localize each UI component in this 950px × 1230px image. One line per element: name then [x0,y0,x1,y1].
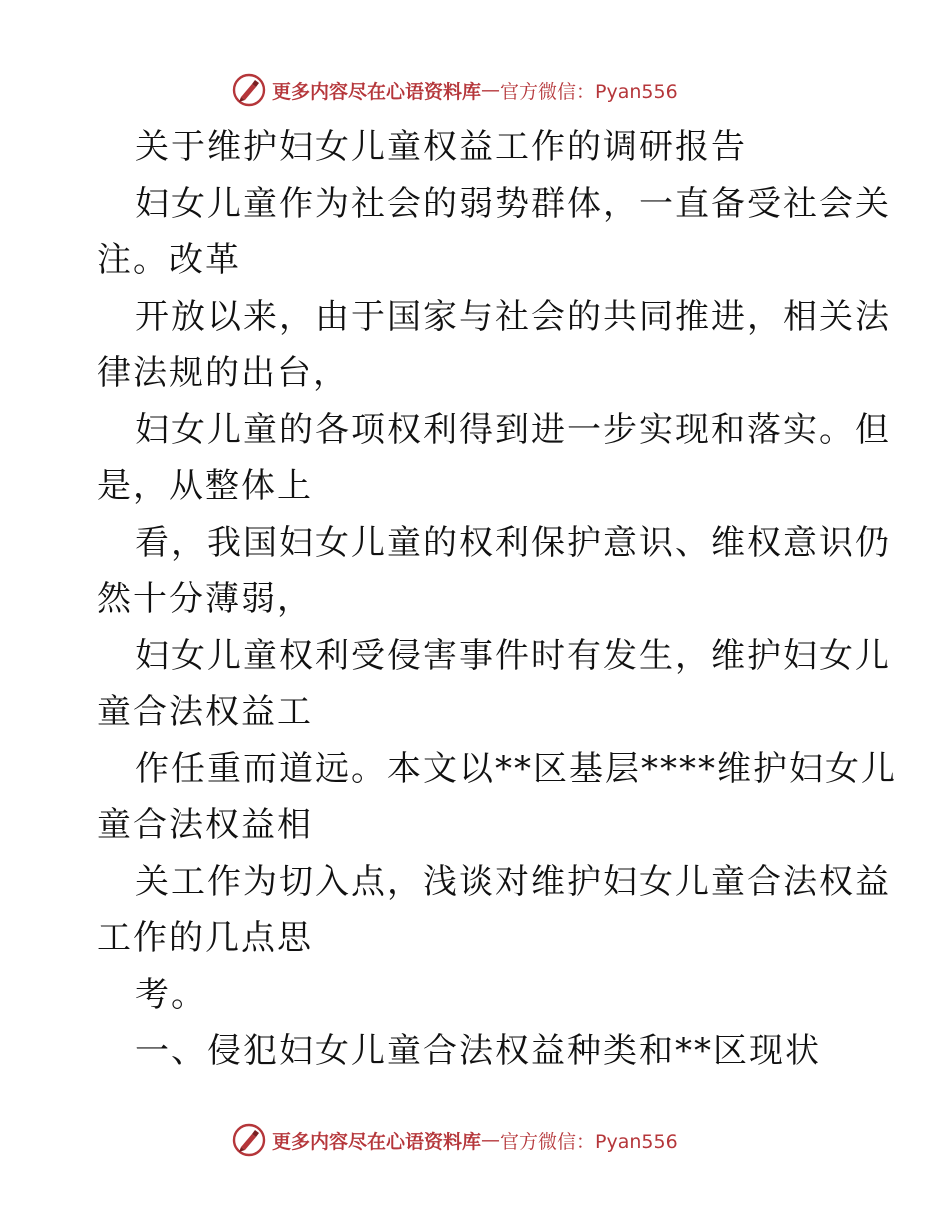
pen-logo-icon [232,1123,266,1157]
watermark-dash: — [481,1129,501,1151]
pen-logo-icon [232,73,266,107]
paragraph-line: 妇女儿童权利受侵害事件时有发生，维护妇女儿 [135,635,891,676]
watermark-text: 更多内容尽在心语资料库 [272,80,482,103]
paragraph-line: 关工作为切入点，浅谈对维护妇女儿童合法权益 [135,861,891,902]
paragraph-line: 看，我国妇女儿童的权利保护意识、维权意识仍 [135,522,891,563]
paragraph-line: 开放以来，由于国家与社会的共同推进，相关法 [135,296,891,337]
watermark-dash: — [481,79,501,101]
paragraph-line: 妇女儿童的各项权利得到进一步实现和落实。但 [135,409,891,450]
paragraph-line: 妇女儿童作为社会的弱势群体，一直备受社会关 [135,183,891,224]
footer-watermark [232,1122,678,1158]
watermark-text: 更多内容尽在心语资料库 [272,1130,482,1153]
paragraph-line: 童合法权益工 [97,692,313,732]
document-title: 关于维护妇女儿童权益工作的调研报告 [135,127,747,167]
section-heading: 一、侵犯妇女儿童合法权益种类和**区现状 [135,1031,821,1071]
paragraph-line: 注。改革 [97,240,241,280]
paragraph-line: 然十分薄弱， [97,579,313,619]
paragraph-line: 是，从整体上 [97,466,313,506]
paragraph-line: 童合法权益相 [97,805,313,845]
header-watermark [232,72,678,108]
paragraph-line: 工作的几点思 [97,918,313,958]
watermark-wechat: 官方微信：Pyan556 [500,80,678,103]
paragraph-line: 考。 [135,974,207,1015]
paragraph-line: 律法规的出台， [97,353,349,393]
document-body [97,119,897,1080]
watermark-wechat: 官方微信：Pyan556 [500,1130,678,1153]
paragraph-line: 作任重而道远。本文以**区基层****维护妇女儿 [135,748,897,789]
